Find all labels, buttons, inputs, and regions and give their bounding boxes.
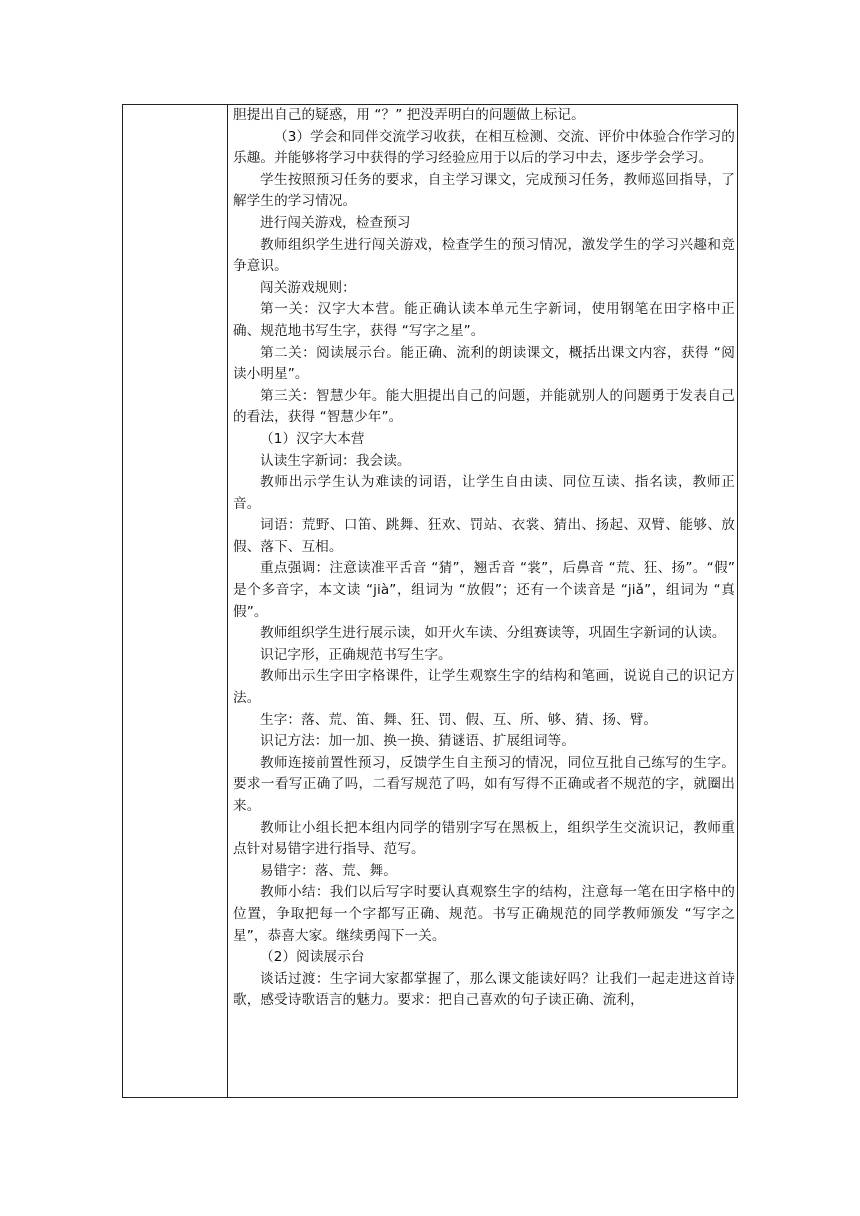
paragraph: 易错字：落、荒、舞。 xyxy=(260,862,397,879)
paragraph: 教师让小组长把本组内同学的错别字写在黑板上，组织学生交流识记，教师重点针对易错字进行指导、范写。 xyxy=(233,819,735,858)
paragraph: 学生按照预习任务的要求，自主学习课文，完成预习任务，教师巡回指导，了解学生的学习情况。 xyxy=(233,171,735,210)
paragraph: 教师组织学生进行展示读，如开火车读、分组赛读等，巩固生字新词的认读。 xyxy=(260,625,726,642)
paragraph: 教师出示生字田字格课件，让学生观察生字的结构和笔画，说说自己的识记方法。 xyxy=(233,668,735,707)
paragraph: 识记方法：加一加、换一换、猜谜语、扩展组词等。 xyxy=(260,733,575,750)
paragraph: 闯关游戏规则： xyxy=(260,279,356,296)
paragraph: 教师连接前置性预习，反馈学生自主预习的情况，同位互批自己练写的生字。要求一看写正确了吗，二看写规范了吗，如有写得不正确或者不规范的字，就圈出来。 xyxy=(233,754,735,814)
paragraph: 识记字形，正确规范书写生字。 xyxy=(260,646,452,663)
paragraph: 词语：荒野、口笛、跳舞、狂欢、罚站、衣裳、猜出、扬起、双臂、能够、放假、落下、互相。 xyxy=(233,517,735,555)
paragraph: 教师出示学生认为难读的词语，让学生自由读、同位互读、指名读，教师正音。 xyxy=(233,474,735,512)
paragraph: 谈话过渡：生字词大家都掌握了，那么课文能读好吗？让我们一起走进这首诗歌，感受诗歌语言的魅力。要求：把自己喜欢的句子读正确、流利， xyxy=(233,970,735,1009)
paragraph: 进行闯关游戏，检查预习 xyxy=(260,214,411,231)
paragraph: 认读生字新词：我会读。 xyxy=(260,452,411,469)
paragraph: 第二关：阅读展示台。能正确、流利的朗读课文，概括出课文内容，获得 “阅读小明星”。 xyxy=(233,344,735,383)
paragraph: 生字：落、荒、笛、舞、狂、罚、假、互、所、够、猜、扬、臂。 xyxy=(260,711,658,728)
paragraph: （2）阅读展示台 xyxy=(260,949,365,966)
paragraph: 教师小结：我们以后写字时要认真观察生字的结构，注意每一笔在田字格中的位置，争取把每一个字都写正确、规范。书写正确规范的同学教师颁发 “写字之星”，恭喜大家。继续勇闯下一关。 xyxy=(233,884,735,944)
paragraph: 胆提出自己的疑惑，用 “？” 把没弄明白的问题做上标记。 xyxy=(233,107,585,123)
paragraph: 教师组织学生进行闯关游戏，检查学生的预习情况，激发学生的学习兴趣和竞争意识。 xyxy=(233,236,735,275)
column-divider xyxy=(227,105,228,1097)
paragraph: （3）学会和同伴交流学习收获，在相互检测、交流、评价中体验合作学习的乐趣。并能够将学习中获得的学习经验应用于以后的学习中去，逐步学会学习。 xyxy=(233,128,735,167)
lesson-content-cell xyxy=(233,105,735,1012)
paragraph: （1）汉字大本营 xyxy=(260,430,365,447)
paragraph: 第一关：汉字大本营。能正确认读本单元生字新词，使用钢笔在田字格中正确、规范地书写生字，获得 “写字之星”。 xyxy=(233,301,735,339)
lesson-table xyxy=(122,104,738,1098)
paragraph: 重点强调：注意读准平舌音 “猜”，翘舌音 “裳”，后鼻音 “荒、狂、扬”。“假” 是个多音字，本文读 “jià”，组词为 “放假”；还有一个读音是 “jiǎ”，组词为 “真假”。 xyxy=(233,560,735,620)
paragraph: 第三关：智慧少年。能大胆提出自己的问题，并能就别人的问题勇于发表自己的看法，获得 “智慧少年”。 xyxy=(233,387,735,426)
